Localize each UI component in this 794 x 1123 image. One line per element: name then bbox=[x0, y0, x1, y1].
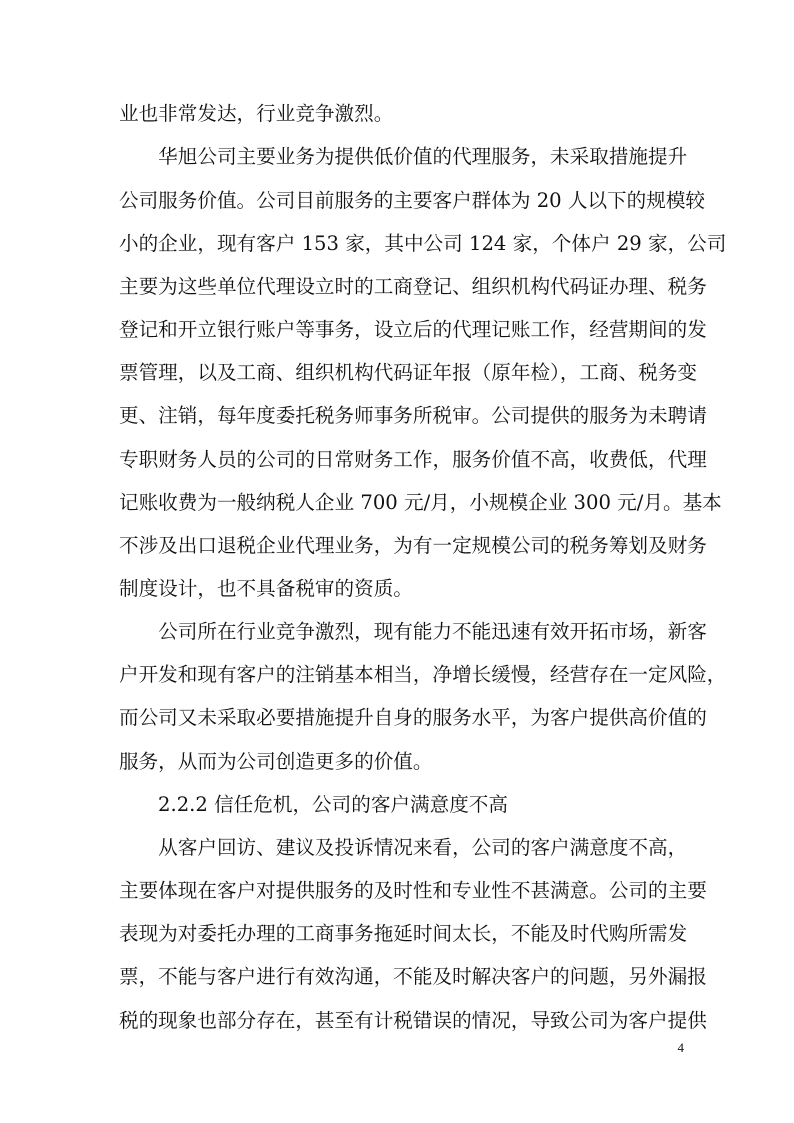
body-text-line: 票管理，以及工商、组织机构代码证年报（原年检），工商、税务变 bbox=[119, 361, 698, 384]
page-number: 4 bbox=[677, 1040, 684, 1055]
body-text-line: 记账收费为一般纳税人企业 700 元/月，小规模企业 300 元/月。基本 bbox=[119, 491, 722, 514]
body-text-line: 主要体现在客户对提供服务的及时性和专业性不甚满意。公司的主要 bbox=[119, 879, 707, 902]
body-text-line: 专职财务人员的公司的日常财务工作，服务价值不高，收费低，代理 bbox=[119, 448, 707, 471]
body-text-line: 华旭公司主要业务为提供低价值的代理服务，未采取措施提升 bbox=[119, 145, 688, 168]
body-text-line: 不涉及出口退税企业代理业务，为有一定规模公司的税务筹划及财务 bbox=[119, 534, 707, 557]
body-text-line: 主要为这些单位代理设立时的工商登记、组织机构代码证办理、税务 bbox=[119, 275, 707, 298]
body-text-line: 票，不能与客户进行有效沟通，不能及时解决客户的问题，另外漏报 bbox=[119, 965, 707, 988]
body-text-line: 业也非常发达，行业竞争激烈。 bbox=[119, 102, 394, 125]
body-text-line: 公司服务价值。公司目前服务的主要客户群体为 20 人以下的规模较 bbox=[119, 189, 706, 212]
body-text-line: 小的企业，现有客户 153 家，其中公司 124 家，个体户 29 家，公司 bbox=[119, 232, 727, 255]
body-text-line: 制度设计，也不具备税审的资质。 bbox=[119, 577, 413, 600]
body-text-line: 税的现象也部分存在，甚至有计税错误的情况，导致公司为客户提供 bbox=[119, 1009, 707, 1032]
section-heading: 2.2.2 信任危机，公司的客户满意度不高 bbox=[158, 793, 508, 816]
body-text-line: 户开发和现有客户的注销基本相当，净增长缓慢，经营存在一定风险， bbox=[119, 663, 727, 686]
body-text-line: 服务，从而为公司创造更多的价值。 bbox=[119, 750, 433, 773]
body-text-line: 登记和开立银行账户等事务，设立后的代理记账工作，经营期间的发 bbox=[119, 318, 707, 341]
body-text-line: 从客户回访、建议及投诉情况来看，公司的客户满意度不高， bbox=[119, 836, 688, 859]
body-text-line: 更、注销，每年度委托税务师事务所税审。公司提供的服务为未聘请 bbox=[119, 404, 707, 427]
body-text-line: 而公司又未采取必要措施提升自身的服务水平，为客户提供高价值的 bbox=[119, 706, 707, 729]
body-text-line: 公司所在行业竞争激烈，现有能力不能迅速有效开拓市场，新客 bbox=[119, 620, 707, 643]
body-text-line: 表现为对委托办理的工商事务拖延时间太长，不能及时代购所需发 bbox=[119, 922, 688, 945]
